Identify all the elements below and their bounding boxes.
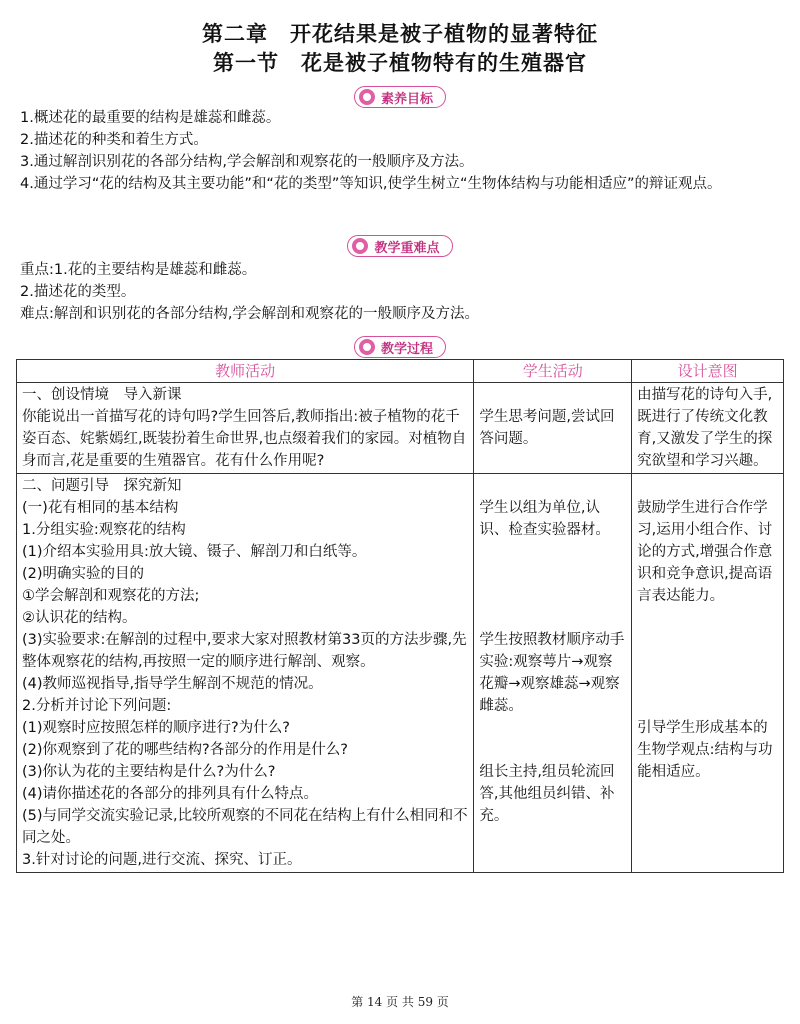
teacher-cell bbox=[17, 383, 474, 474]
keypoints-list bbox=[20, 259, 790, 325]
teacher-line: (4)教师巡视指导,指导学生解剖不规范的情况。 bbox=[22, 676, 323, 692]
teacher-line: (4)请你描述花的各部分的排列具有什么特点。 bbox=[22, 786, 319, 802]
keypoints-badge-wrap bbox=[0, 235, 800, 258]
teacher-line: (3)实验要求:在解剖的过程中,要求大家对照教材第33页的方法步骤,先整体观察花的结构,再按照一定的顺序进行解剖、观察。 bbox=[22, 632, 467, 670]
process-badge-wrap bbox=[0, 336, 800, 359]
teacher-line: 2.分析并讨论下列问题: bbox=[22, 698, 172, 714]
process-badge-label: 教学过程 bbox=[380, 341, 433, 357]
keypoint-item: 重点:1.花的主要结构是雄蕊和雌蕊。 bbox=[20, 262, 257, 278]
intent-cell bbox=[632, 474, 784, 873]
goal-item: 2.描述花的种类和着生方式。 bbox=[20, 132, 208, 148]
student-line: 学生以组为单位,认识、检查实验器材。 bbox=[479, 500, 610, 538]
teacher-line: 二、问题引导 探究新知 bbox=[22, 478, 182, 494]
intent-line: 引导学生形成基本的生物学观点:结构与功能相适应。 bbox=[637, 720, 773, 780]
teacher-line: ②认识花的结构。 bbox=[22, 610, 137, 626]
flower-icon bbox=[359, 89, 375, 105]
goals-badge-label: 素养目标 bbox=[380, 91, 433, 107]
section-title: 第一节 花是被子植物特有的生殖器官 bbox=[213, 51, 587, 75]
student-line: 组长主持,组员轮流回答,其他组员纠错、补充。 bbox=[479, 764, 615, 824]
table-header-row bbox=[17, 360, 784, 383]
table-row bbox=[17, 383, 784, 474]
keypoints-badge bbox=[347, 235, 452, 257]
process-badge bbox=[354, 336, 446, 358]
goal-item: 1.概述花的最重要的结构是雄蕊和雌蕊。 bbox=[20, 110, 281, 126]
goal-item: 4.通过学习“花的结构及其主要功能”和“花的类型”等知识,使学生树立“生物体结构与功能相适应”的辩证观点。 bbox=[20, 176, 722, 192]
teacher-line: (2)明确实验的目的 bbox=[22, 566, 145, 582]
goals-badge-wrap bbox=[0, 86, 800, 109]
teacher-line: 一、创设情境 导入新课 bbox=[22, 387, 182, 403]
teacher-line: 3.针对讨论的问题,进行交流、探究、订正。 bbox=[22, 852, 302, 868]
flower-icon bbox=[352, 238, 368, 254]
teacher-line: 1.分组实验:观察花的结构 bbox=[22, 522, 186, 538]
teacher-line: (1)观察时应按照怎样的顺序进行?为什么? bbox=[22, 720, 290, 736]
student-line: 学生按照教材顺序动手实验:观察萼片→观察花瓣→观察雄蕊→观察雌蕊。 bbox=[479, 632, 625, 714]
student-cell bbox=[474, 474, 632, 873]
table-row bbox=[17, 474, 784, 873]
teacher-line: (2)你观察到了花的哪些结构?各部分的作用是什么? bbox=[22, 742, 348, 758]
process-table bbox=[16, 359, 784, 873]
header-student: 学生活动 bbox=[474, 360, 632, 383]
keypoint-item: 2.描述花的类型。 bbox=[20, 284, 136, 300]
keypoint-item: 难点:解剖和识别花的各部分结构,学会解剖和观察花的一般顺序及方法。 bbox=[20, 306, 479, 322]
goals-list bbox=[20, 107, 790, 195]
keypoints-badge-label: 教学重难点 bbox=[374, 240, 440, 256]
flower-icon bbox=[359, 339, 375, 355]
intent-line: 由描写花的诗句入手,既进行了传统文化教育,又激发了学生的探究欲望和学习兴趣。 bbox=[637, 387, 773, 469]
student-cell bbox=[474, 383, 632, 474]
teacher-line: 你能说出一首描写花的诗句吗?学生回答后,教师指出:被子植物的花千姿百态、姹紫嫣红,既装扮着生命世界,也点缀着我们的家园。对植物自身而言,花是重要的生殖器官。花有什么作用呢? bbox=[22, 409, 467, 469]
student-line: 学生思考问题,尝试回答问题。 bbox=[479, 409, 615, 447]
intent-cell bbox=[632, 383, 784, 474]
intent-line: 鼓励学生进行合作学习,运用小组合作、讨论的方式,增强合作意识和竞争意识,提高语言表达能力。 bbox=[637, 500, 773, 604]
header-intent: 设计意图 bbox=[632, 360, 784, 383]
chapter-title: 第二章 开花结果是被子植物的显著特征 bbox=[202, 22, 598, 46]
teacher-cell bbox=[17, 474, 474, 873]
teacher-line: (5)与同学交流实验记录,比较所观察的不同花在结构上有什么相同和不同之处。 bbox=[22, 808, 468, 846]
header-teacher: 教师活动 bbox=[17, 360, 474, 383]
goals-badge bbox=[354, 86, 446, 108]
teacher-line: ①学会解剖和观察花的方法; bbox=[22, 588, 200, 604]
page-footer: 第 14 页 共 59 页 bbox=[351, 995, 449, 1009]
goal-item: 3.通过解剖识别花的各部分结构,学会解剖和观察花的一般顺序及方法。 bbox=[20, 154, 474, 170]
teacher-line: (3)你认为花的主要结构是什么?为什么? bbox=[22, 764, 276, 780]
teacher-line: (1)介绍本实验用具:放大镜、镊子、解剖刀和白纸等。 bbox=[22, 544, 367, 560]
teacher-line: (一)花有相同的基本结构 bbox=[22, 500, 179, 516]
